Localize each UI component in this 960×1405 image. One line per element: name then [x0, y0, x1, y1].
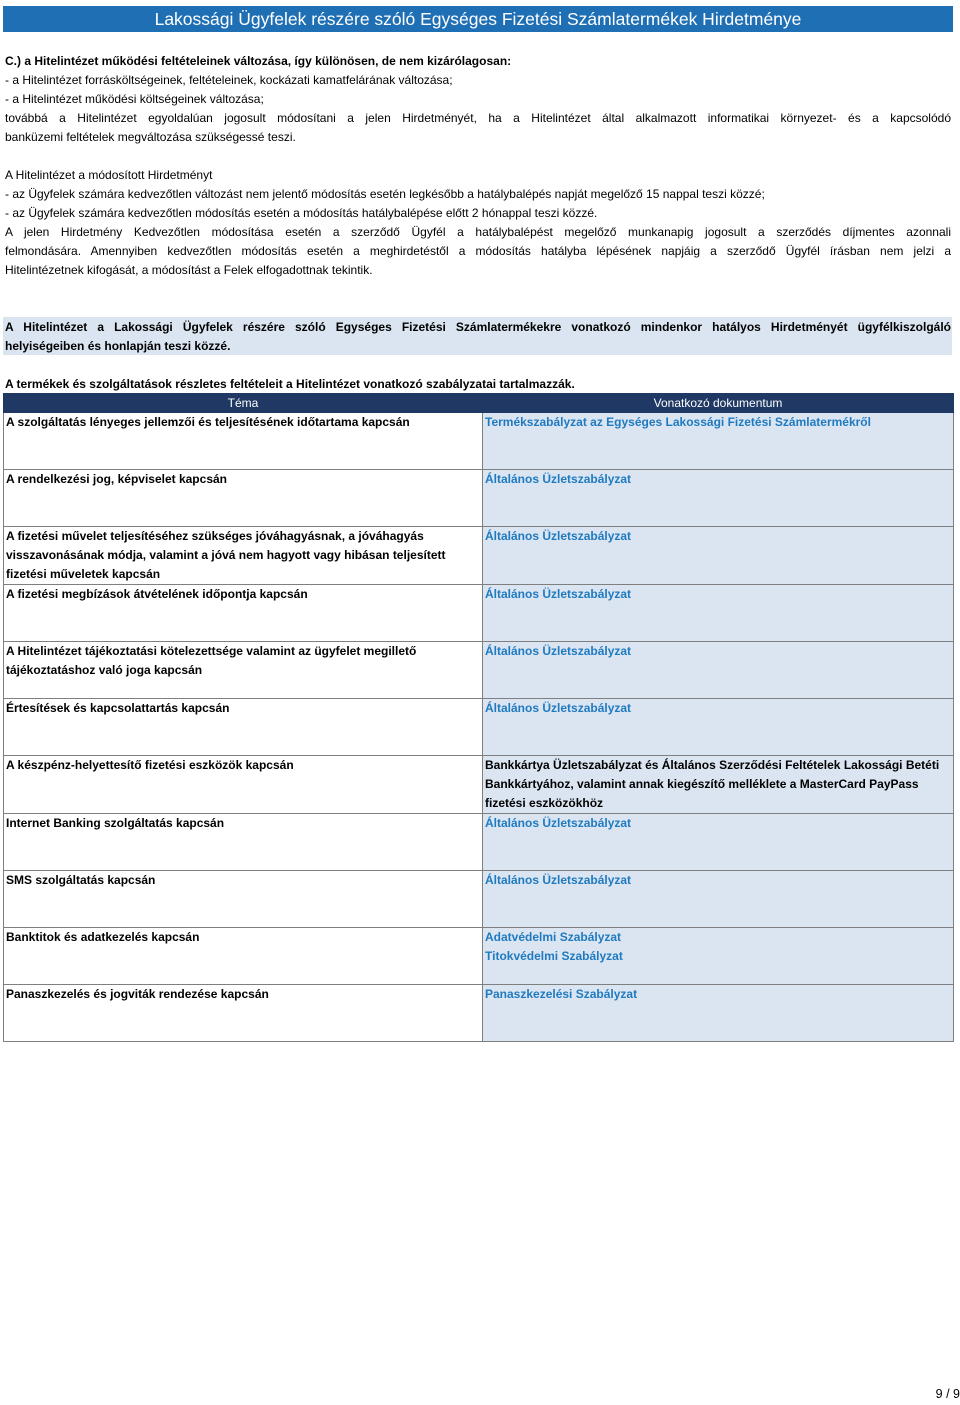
- notice-line: helyiségeiben és honlapján teszi közzé.: [5, 339, 231, 353]
- table-row: [4, 699, 954, 756]
- document-cell: [483, 642, 954, 699]
- section-c-paragraph-line: továbbá a Hitelintézet egyoldalúan jogosult módosítani a jelen Hirdetményét, ha a Hitelintézet által alkalmazott informatikai környezet- és a kapcsolódó: [5, 111, 951, 125]
- document-cell: [483, 699, 954, 756]
- document-link[interactable]: Általános Üzletszabályzat: [485, 816, 632, 830]
- document-cell: [483, 585, 954, 642]
- topic-cell: A szolgáltatás lényeges jellemzői és teljesítésének időtartama kapcsán: [4, 413, 483, 470]
- table-row: [4, 585, 954, 642]
- topic-cell: Banktitok és adatkezelés kapcsán: [4, 928, 483, 985]
- document-link[interactable]: Adatvédelmi Szabályzat: [485, 930, 622, 944]
- page-banner-title: Lakossági Ügyfelek részére szóló Egységes Fizetési Számlatermékek Hirdetménye: [3, 6, 953, 32]
- document-cell: [483, 527, 954, 585]
- document-link[interactable]: Általános Üzletszabályzat: [485, 701, 632, 715]
- modification-paragraph-line: Hitelintézetnek kifogását, a módosítást a Felek elfogadottnak tekintik.: [5, 263, 373, 277]
- document-link[interactable]: Általános Üzletszabályzat: [485, 644, 632, 658]
- document-cell: [483, 756, 954, 814]
- document-cell: [483, 470, 954, 527]
- modification-paragraph-line: A jelen Hirdetmény Kedvezőtlen módosítása esetén a szerződő Ügyfél a hatálybalépést megelőző munkanapig jogosult a szerződés díjmentes azonnali: [5, 225, 951, 239]
- table-row: [4, 871, 954, 928]
- table-row: [4, 642, 954, 699]
- table-intro: A termékek és szolgáltatások részletes feltételeit a Hitelintézet vonatkozó szabályzatai tartalmazzák.: [5, 377, 575, 391]
- topic-cell: A készpénz-helyettesítő fizetési eszközök kapcsán: [4, 756, 483, 814]
- document-name: Bankkártya Üzletszabályzat és Általános Szerződési Feltételek Lakossági Betéti Bankkártyához, valamint annak kiegészítő melléklete a MasterCard PayPass fizetési eszközökhöz: [485, 758, 940, 810]
- table-header-row: [4, 394, 954, 413]
- regulations-table: [3, 393, 954, 1042]
- page-number: 9 / 9: [935, 1387, 960, 1401]
- document-cell: [483, 413, 954, 470]
- document-link[interactable]: Általános Üzletszabályzat: [485, 472, 632, 486]
- notice-text: [5, 318, 951, 356]
- section-c-item: - a Hitelintézet forrásköltségeinek, feltételeinek, kockázati kamatfelárának változása;: [5, 73, 453, 87]
- table-row: [4, 413, 954, 470]
- document-cell: [483, 814, 954, 871]
- document-link[interactable]: Általános Üzletszabályzat: [485, 587, 632, 601]
- modification-intro: A Hitelintézet a módosított Hirdetményt: [5, 168, 213, 182]
- section-c-item: - a Hitelintézet működési költségeinek változása;: [5, 92, 264, 106]
- modification-item: - az Ügyfelek számára kedvezőtlen módosítás esetén a módosítás hatálybalépése előtt 2 hónappal teszi közzé.: [5, 206, 598, 220]
- topic-cell: SMS szolgáltatás kapcsán: [4, 871, 483, 928]
- topic-cell: A rendelkezési jog, képviselet kapcsán: [4, 470, 483, 527]
- table-row: [4, 814, 954, 871]
- column-header-topic: Téma: [4, 394, 483, 413]
- document-cell: [483, 928, 954, 985]
- section-c-paragraph-line: banküzemi feltételek megváltozása szükségessé teszi.: [5, 130, 296, 144]
- document-link[interactable]: Panaszkezelési Szabályzat: [485, 987, 638, 1001]
- column-header-document: Vonatkozó dokumentum: [483, 394, 954, 413]
- table-row: [4, 756, 954, 814]
- table-row: [4, 928, 954, 985]
- section-c-heading: C.) a Hitelintézet működési feltételeinek változása, így különösen, de nem kizárólagosan:: [5, 54, 512, 68]
- topic-cell: Internet Banking szolgáltatás kapcsán: [4, 814, 483, 871]
- table-row: [4, 527, 954, 585]
- document-cell: [483, 985, 954, 1042]
- document-cell: [483, 871, 954, 928]
- topic-cell: A fizetési művelet teljesítéséhez szükséges jóváhagyásnak, a jóváhagyás visszavonásának módja, valamint a jóvá nem hagyott vagy hibásan teljesített fizetési műveletek kapcsán: [4, 527, 483, 585]
- topic-cell: Panaszkezelés és jogviták rendezése kapcsán: [4, 985, 483, 1042]
- document-link[interactable]: Általános Üzletszabályzat: [485, 873, 632, 887]
- notice-line: A Hitelintézet a Lakossági Ügyfelek részére szóló Egységes Fizetési Számlatermékekre vonatkozó mindenkor hatályos Hirdetményét ügyfélkiszolgáló: [5, 320, 951, 334]
- topic-cell: A Hitelintézet tájékoztatási kötelezettsége valamint az ügyfelet megillető tájékoztatáshoz való joga kapcsán: [4, 642, 483, 699]
- modification-item: - az Ügyfelek számára kedvezőtlen változást nem jelentő módosítás esetén legkésőbb a hatálybalépés napját megelőző 15 nappal teszi közzé;: [5, 187, 765, 201]
- table-row: [4, 985, 954, 1042]
- modification-paragraph-line: felmondására. Amennyiben kedvezőtlen módosítás esetén a meghirdetéstől a módosítás hatályba lépésének napjáig a szerződő Ügyfél írásban nem jelzi a: [5, 244, 951, 258]
- table-row: [4, 470, 954, 527]
- topic-cell: Értesítések és kapcsolattartás kapcsán: [4, 699, 483, 756]
- document-link[interactable]: Általános Üzletszabályzat: [485, 529, 632, 543]
- topic-cell: A fizetési megbízások átvételének időpontja kapcsán: [4, 585, 483, 642]
- document-link[interactable]: Termékszabályzat az Egységes Lakossági Fizetési Számlatermékről: [485, 415, 871, 429]
- document-link[interactable]: Titokvédelmi Szabályzat: [485, 949, 623, 963]
